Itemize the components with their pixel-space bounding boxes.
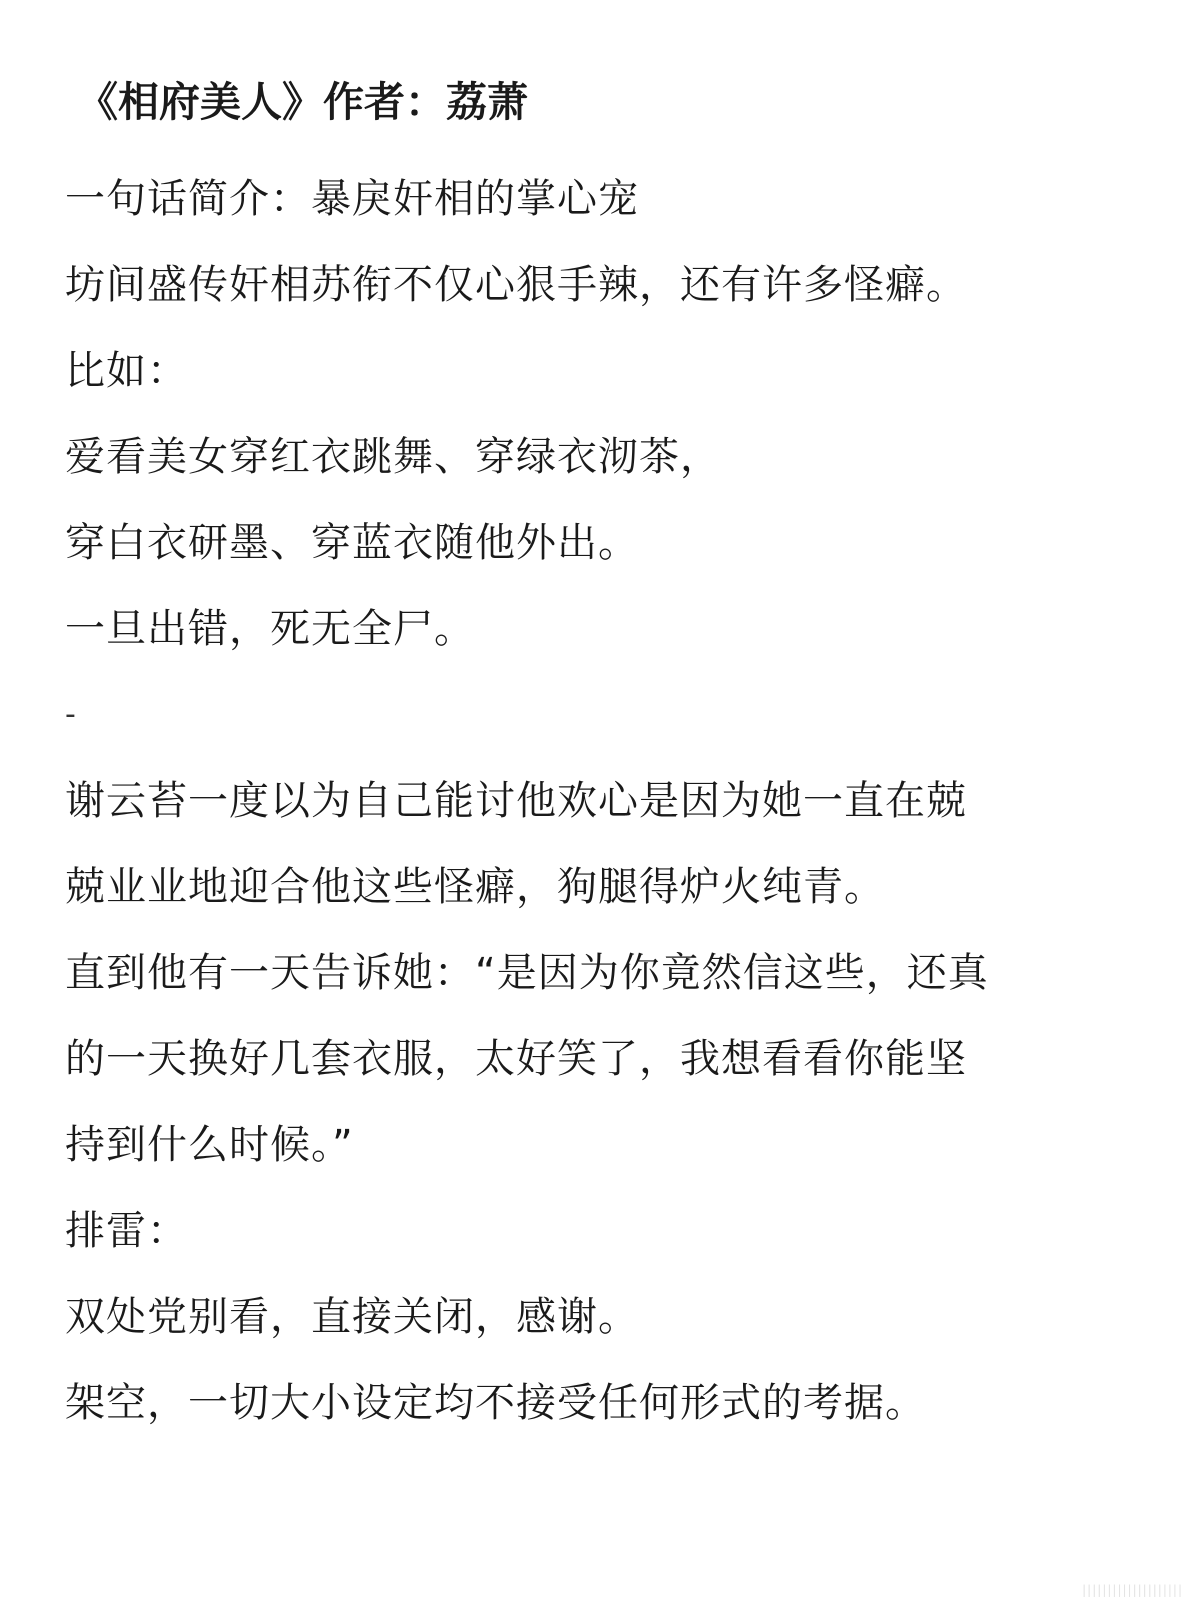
synopsis-line: 比如： <box>65 348 188 394</box>
one-line-intro: 一句话简介：暴戾奸相的掌心宠 <box>65 176 639 222</box>
warning-line: 架空，一切大小设定均不接受任何形式的考据。 <box>65 1380 926 1426</box>
synopsis-line: 坊间盛传奸相苏衔不仅心狠手辣，还有许多怪癖。 <box>65 262 967 308</box>
synopsis-line: 兢业业地迎合他这些怪癖，狗腿得炉火纯青。 <box>65 864 885 910</box>
separator-dash: - <box>65 697 77 732</box>
synopsis-line: 穿白衣研墨、穿蓝衣随他外出。 <box>65 520 639 566</box>
warnings-heading: 排雷： <box>65 1208 188 1254</box>
synopsis-text <box>65 70 1125 1446</box>
watermark: |||||||||||||||||||| <box>1082 1583 1183 1597</box>
warning-line: 双处党别看，直接关闭，感谢。 <box>65 1294 639 1340</box>
synopsis-line: 的一天换好几套衣服，太好笑了，我想看看你能坚 <box>65 1036 967 1082</box>
book-title: 《相府美人》作者：荔萧 <box>77 78 528 126</box>
synopsis-line: 一旦出错，死无全尸。 <box>65 606 475 652</box>
synopsis-line: 直到他有一天告诉她：“是因为你竟然信这些，还真 <box>65 950 989 996</box>
synopsis-line: 爱看美女穿红衣跳舞、穿绿衣沏茶， <box>65 434 721 480</box>
synopsis-line: 持到什么时候。” <box>65 1122 354 1168</box>
synopsis-line: 谢云苔一度以为自己能讨他欢心是因为她一直在兢 <box>65 778 967 824</box>
